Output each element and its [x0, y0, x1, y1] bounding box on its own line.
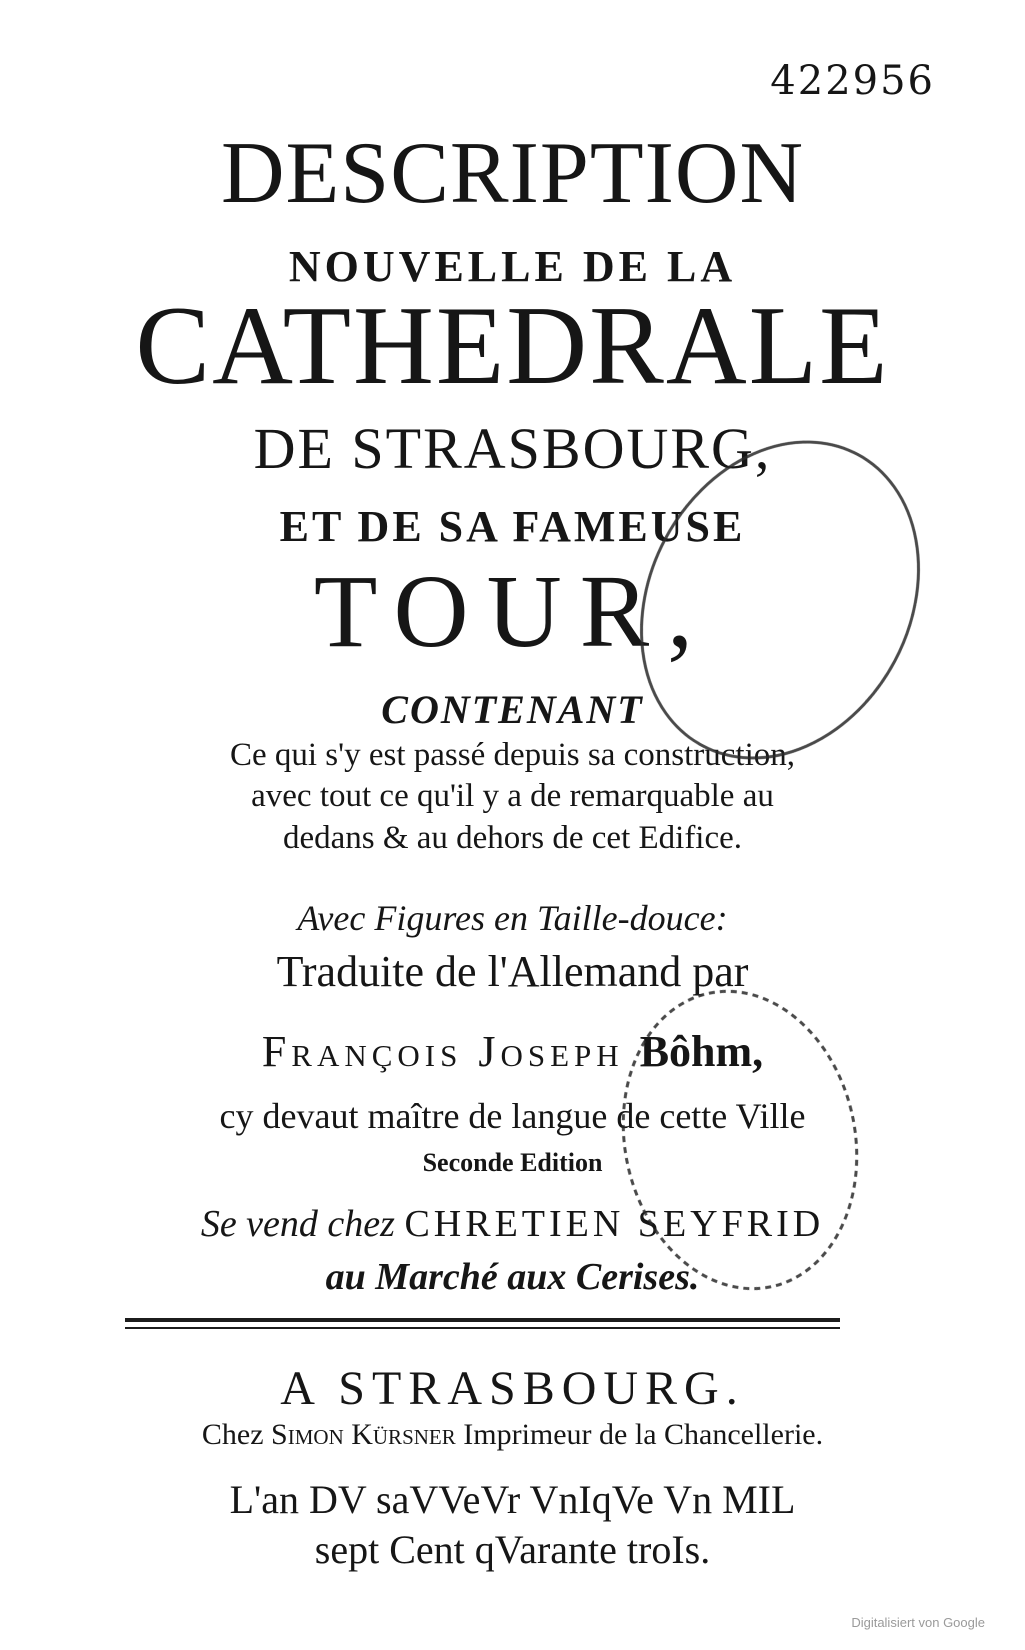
- title-line-fameuse: ET DE SA FAMEUSE: [279, 502, 746, 551]
- translator-surname: Bôhm,: [639, 1027, 764, 1076]
- subtitle-body-line: Ce qui s'y est passé depuis sa construction,: [229, 737, 796, 773]
- title-line-strasbourg: DE STRASBOURG,: [253, 416, 772, 481]
- subtitle-heading: CONTENANT: [381, 687, 644, 732]
- title-line-cathedrale: CATHEDRALE: [135, 284, 890, 408]
- shelfmark-number: 422956: [770, 58, 935, 104]
- subtitle-body-line: dedans & au dehors de cet Edifice.: [282, 819, 743, 856]
- library-stamp-icon: [610, 440, 940, 1340]
- seller-prefix: Se vend chez: [200, 1203, 395, 1245]
- figures-note: Avec Figures en Taille-douce:: [297, 898, 728, 938]
- title-line-nouvelle: NOUVELLE DE LA: [288, 242, 737, 291]
- printer-prefix: Chez: [201, 1418, 264, 1451]
- imprint-city: A STRASBOURG.: [280, 1362, 745, 1415]
- subtitle-body-line: avec tout ce qu'il y a de remarquable au: [251, 778, 774, 815]
- seller-name: CHRETIEN SEYFRID: [404, 1203, 825, 1245]
- chronogram-date: [0, 1475, 1025, 1575]
- chronogram-line: sept Cent qVarante troIs.: [314, 1527, 711, 1572]
- seller-location: au Marché aux Cerises.: [325, 1256, 700, 1298]
- printer-name: Simon Kürsner: [271, 1418, 456, 1451]
- translator-description: cy devaut maître de langue de cette Ville: [219, 1096, 806, 1136]
- edition-label: Seconde Edition: [422, 1148, 603, 1177]
- translator-intro: Traduite de l'Allemand par: [276, 947, 749, 996]
- imprint-printer: [0, 1420, 1025, 1450]
- title-line-description: DESCRIPTION: [220, 125, 805, 222]
- printer-role: Imprimeur de la Chancellerie.: [463, 1418, 824, 1451]
- title-line-tour: TOUR,: [313, 554, 712, 669]
- digitization-credit: Digitalisiert von Google: [851, 1615, 985, 1630]
- chronogram-line: L'an DV saVVeVr VnIqVe Vn MIL: [229, 1477, 796, 1522]
- translator-given-names: François Joseph: [261, 1027, 624, 1076]
